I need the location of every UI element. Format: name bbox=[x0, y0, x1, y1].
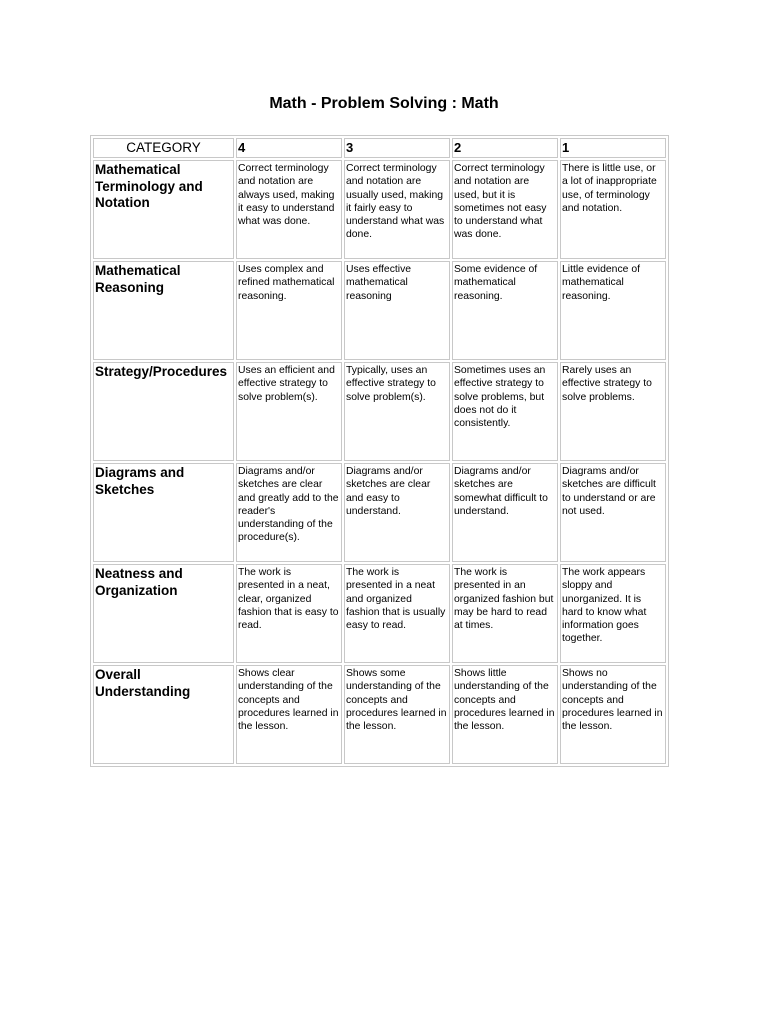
rubric-cell: Diagrams and/or sketches are clear and easy to understand. bbox=[344, 463, 450, 562]
row-category-label: Diagrams and Sketches bbox=[93, 463, 234, 562]
table-row bbox=[93, 463, 666, 562]
row-category-label: Mathematical Reasoning bbox=[93, 261, 234, 360]
score-header-1: 1 bbox=[560, 138, 666, 158]
table-row bbox=[93, 564, 666, 663]
rubric-cell: Correct terminology and notation are used, but it is sometimes not easy to understand what was done. bbox=[452, 160, 558, 259]
rubric-cell: There is little use, or a lot of inappropriate use, of terminology and notation. bbox=[560, 160, 666, 259]
row-category-label: Neatness and Organization bbox=[93, 564, 234, 663]
row-category-label: Mathematical Terminology and Notation bbox=[93, 160, 234, 259]
row-category-label: Strategy/Procedures bbox=[93, 362, 234, 461]
score-header-2: 2 bbox=[452, 138, 558, 158]
rubric-cell: Correct terminology and notation are always used, making it easy to understand what was done. bbox=[236, 160, 342, 259]
rubric-cell: Shows clear understanding of the concepts and procedures learned in the lesson. bbox=[236, 665, 342, 764]
rubric-cell: The work is presented in a neat, clear, organized fashion that is easy to read. bbox=[236, 564, 342, 663]
rubric-cell: Little evidence of mathematical reasoning. bbox=[560, 261, 666, 360]
category-header: CATEGORY bbox=[93, 138, 234, 158]
rubric-cell: The work is presented in a neat and organized fashion that is usually easy to read. bbox=[344, 564, 450, 663]
rubric-cell: Sometimes uses an effective strategy to solve problems, but does not do it consistently. bbox=[452, 362, 558, 461]
rubric-cell: Rarely uses an effective strategy to solve problems. bbox=[560, 362, 666, 461]
rubric-cell: The work appears sloppy and unorganized. It is hard to know what information goes together. bbox=[560, 564, 666, 663]
page-title: Math - Problem Solving : Math bbox=[269, 95, 499, 112]
rubric-cell: Shows no understanding of the concepts and procedures learned in the lesson. bbox=[560, 665, 666, 764]
table-row bbox=[93, 261, 666, 360]
rubric-cell: Typically, uses an effective strategy to solve problem(s). bbox=[344, 362, 450, 461]
rubric-cell: Some evidence of mathematical reasoning. bbox=[452, 261, 558, 360]
score-header-4: 4 bbox=[236, 138, 342, 158]
table-row bbox=[93, 362, 666, 461]
header-row bbox=[93, 138, 666, 158]
score-header-3: 3 bbox=[344, 138, 450, 158]
rubric-cell: Diagrams and/or sketches are somewhat difficult to understand. bbox=[452, 463, 558, 562]
rubric-cell: Uses an efficient and effective strategy to solve problem(s). bbox=[236, 362, 342, 461]
rubric-cell: Diagrams and/or sketches are difficult to understand or are not used. bbox=[560, 463, 666, 562]
rubric-cell: Uses complex and refined mathematical reasoning. bbox=[236, 261, 342, 360]
table-row bbox=[93, 665, 666, 764]
rubric-table bbox=[90, 135, 669, 767]
row-category-label: Overall Understanding bbox=[93, 665, 234, 764]
table-row bbox=[93, 160, 666, 259]
rubric-cell: Correct terminology and notation are usually used, making it fairly easy to understand what was done. bbox=[344, 160, 450, 259]
rubric-cell: Shows some understanding of the concepts and procedures learned in the lesson. bbox=[344, 665, 450, 764]
rubric-cell: Diagrams and/or sketches are clear and greatly add to the reader's understanding of the procedure(s). bbox=[236, 463, 342, 562]
rubric-cell: Uses effective mathematical reasoning bbox=[344, 261, 450, 360]
rubric-cell: The work is presented in an organized fashion but may be hard to read at times. bbox=[452, 564, 558, 663]
rubric-cell: Shows little understanding of the concepts and procedures learned in the lesson. bbox=[452, 665, 558, 764]
